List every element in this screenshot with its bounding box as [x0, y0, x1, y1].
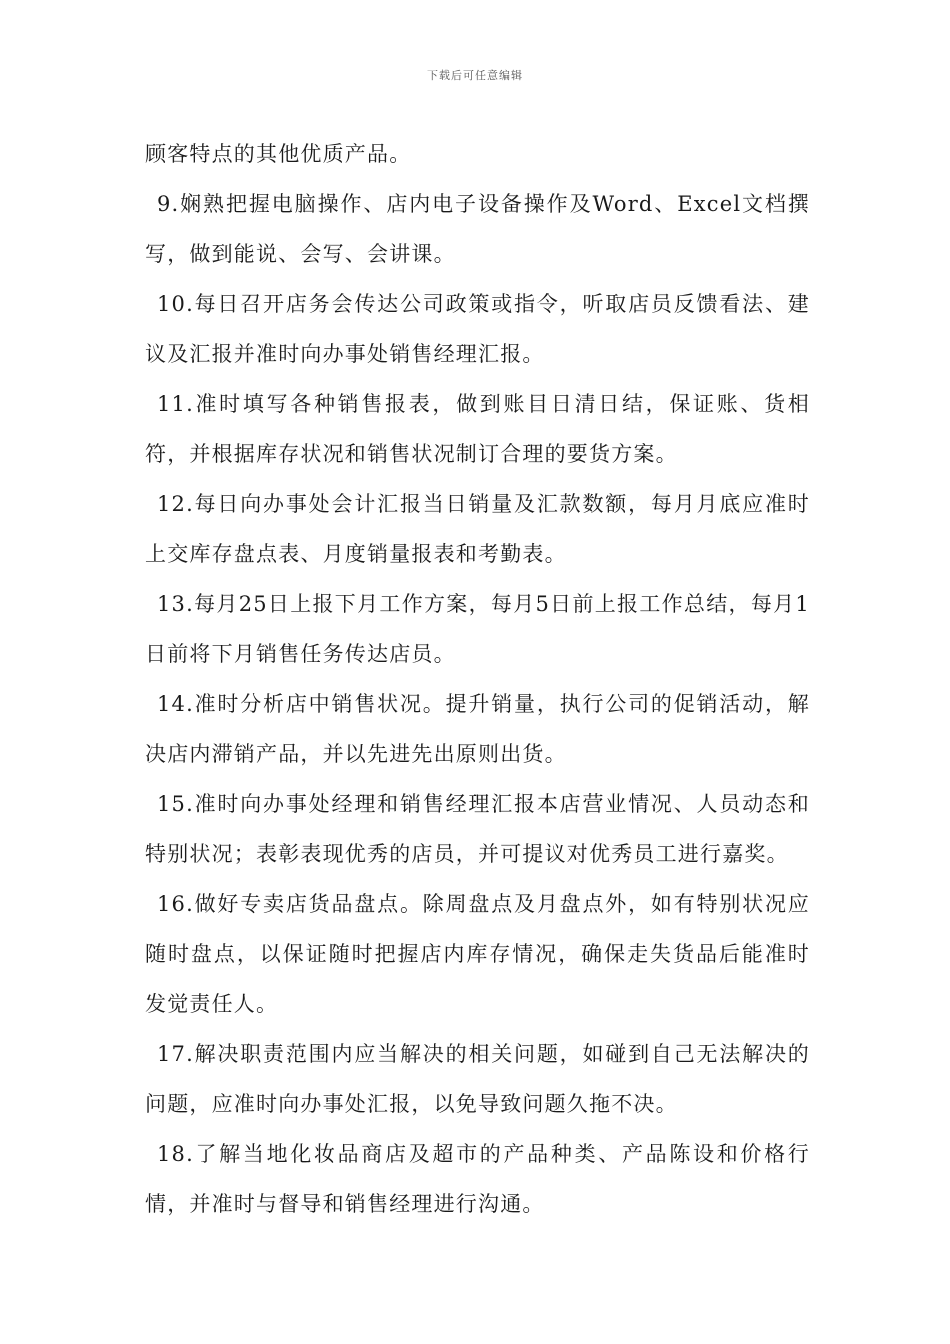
document-body [145, 129, 810, 1229]
page-header: 下载后可任意编辑 [427, 69, 523, 82]
paragraph-continuation: 顾客特点的其他优质产品。 [145, 142, 412, 166]
list-item-12: 12.每日向办事处会计汇报当日销量及汇款数额，每月月底应准时上交库存盘点表、月度销量报表和考勤表。 [145, 492, 810, 566]
list-item-13: 13.每月25日上报下月工作方案，每月5日前上报工作总结，每月1日前将下月销售任务传达店员。 [145, 592, 810, 666]
list-item-16: 16.做好专卖店货品盘点。除周盘点及月盘点外，如有特别状况应随时盘点，以保证随时把握店内库存情况，确保走失货品后能准时发觉责任人。 [145, 892, 810, 1016]
list-item-15: 15.准时向办事处经理和销售经理汇报本店营业情况、人员动态和特别状况；表彰表现优秀的店员，并可提议对优秀员工进行嘉奖。 [145, 792, 810, 866]
list-item-14: 14.准时分析店中销售状况。提升销量，执行公司的促销活动，解决店内滞销产品，并以先进先出原则出货。 [145, 692, 810, 766]
list-item-18: 18.了解当地化妆品商店及超市的产品种类、产品陈设和价格行情，并准时与督导和销售经理进行沟通。 [145, 1142, 810, 1216]
list-item-9: 9.娴熟把握电脑操作、店内电子设备操作及Word、Excel文档撰写，做到能说、会写、会讲课。 [145, 192, 810, 266]
list-item-10: 10.每日召开店务会传达公司政策或指令，听取店员反馈看法、建议及汇报并准时向办事处销售经理汇报。 [145, 292, 810, 366]
list-item-17: 17.解决职责范围内应当解决的相关问题，如碰到自己无法解决的问题，应准时向办事处汇报，以免导致问题久拖不决。 [145, 1042, 810, 1116]
list-item-11: 11.准时填写各种销售报表，做到账目日清日结，保证账、货相符，并根据库存状况和销售状况制订合理的要货方案。 [145, 392, 810, 466]
